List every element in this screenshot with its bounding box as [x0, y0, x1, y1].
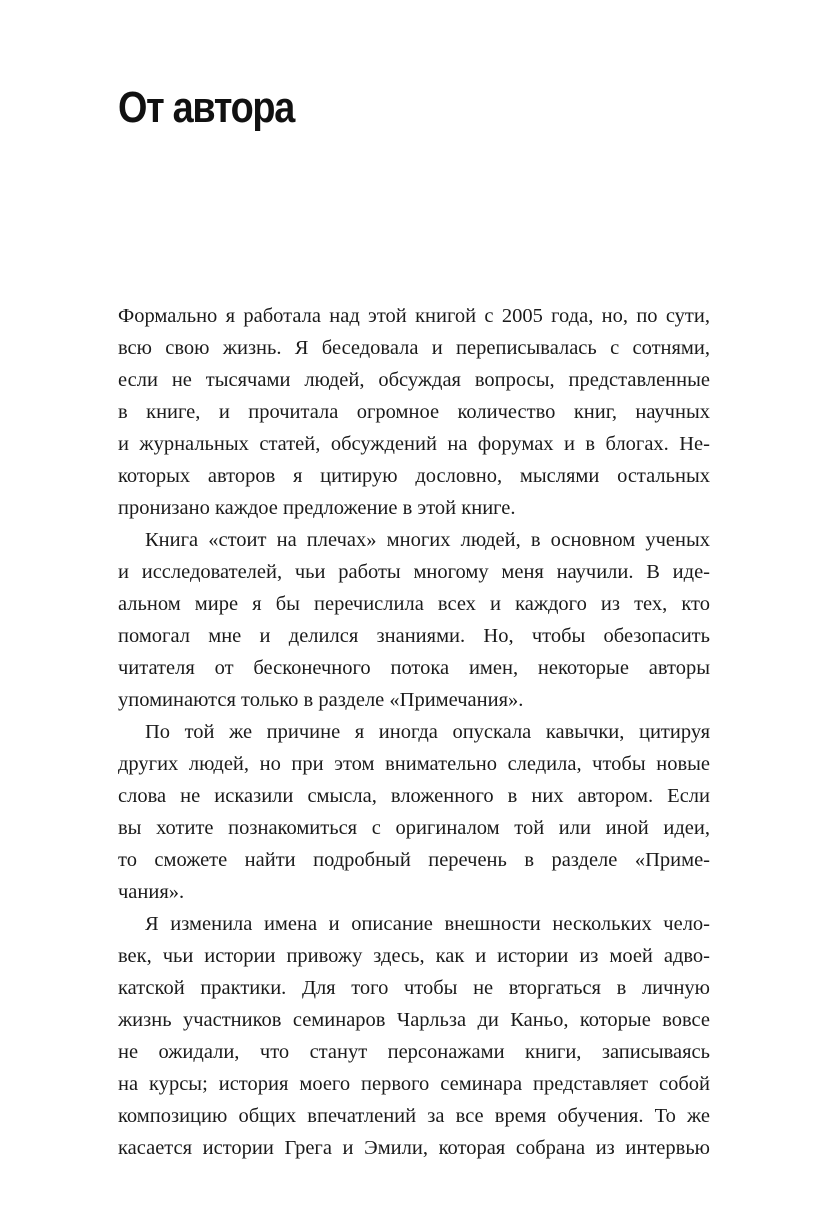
text-line: помогал мне и делился знаниями. Но, чтобы обезопасить — [118, 625, 710, 647]
text-line: альном мире я бы перечислила всех и каждого из тех, кто — [118, 593, 710, 615]
text-line: вы хотите познакомиться с оригиналом той или иной идеи, — [118, 817, 710, 839]
text-line: упоминаются только в разделе «Примечания». — [118, 689, 524, 711]
chapter-title: От автора — [118, 83, 294, 132]
text-line: не ожидали, что станут персонажами книги, записываясь — [118, 1041, 710, 1063]
text-line: и журнальных статей, обсуждений на форумах и в блогах. Не- — [118, 433, 710, 455]
text-line: век, чьи истории привожу здесь, как и истории из моей адво- — [118, 945, 710, 967]
text-line: Формально я работала над этой книгой с 2005 года, но, по сути, — [118, 305, 710, 327]
text-line: Я изменила имена и описание внешности нескольких чело- — [145, 913, 710, 935]
text-line: то сможете найти подробный перечень в разделе «Приме- — [118, 849, 710, 871]
text-line: если не тысячами людей, обсуждая вопросы, представленные — [118, 369, 710, 391]
chapter-body — [118, 300, 710, 1164]
text-line: Книга «стоит на плечах» многих людей, в основном ученых — [145, 529, 710, 551]
text-line: пронизано каждое предложение в этой книге. — [118, 497, 516, 519]
text-line: читателя от бесконечного потока имен, некоторые авторы — [118, 657, 710, 679]
text-line: на курсы; история моего первого семинара представляет собой — [118, 1073, 710, 1095]
text-line: других людей, но при этом внимательно следила, чтобы новые — [118, 753, 710, 775]
text-line: всю свою жизнь. Я беседовала и переписывалась с сотнями, — [118, 337, 710, 359]
text-line: чания». — [118, 881, 185, 903]
text-line: которых авторов я цитирую дословно, мыслями остальных — [118, 465, 710, 487]
text-line: слова не исказили смысла, вложенного в них автором. Если — [118, 785, 710, 807]
text-line: По той же причине я иногда опускала кавычки, цитируя — [145, 721, 710, 743]
text-line: жизнь участников семинаров Чарльза ди Каньо, которые вовсе — [118, 1009, 710, 1031]
text-line: катской практики. Для того чтобы не вторгаться в личную — [118, 977, 710, 999]
text-line: композицию общих впечатлений за все время обучения. То же — [118, 1105, 710, 1127]
text-line: и исследователей, чьи работы многому меня научили. В иде- — [118, 561, 710, 583]
text-line: в книге, и прочитала огромное количество книг, научных — [118, 401, 710, 423]
text-line: касается истории Грега и Эмили, которая собрана из интервью — [118, 1137, 710, 1159]
